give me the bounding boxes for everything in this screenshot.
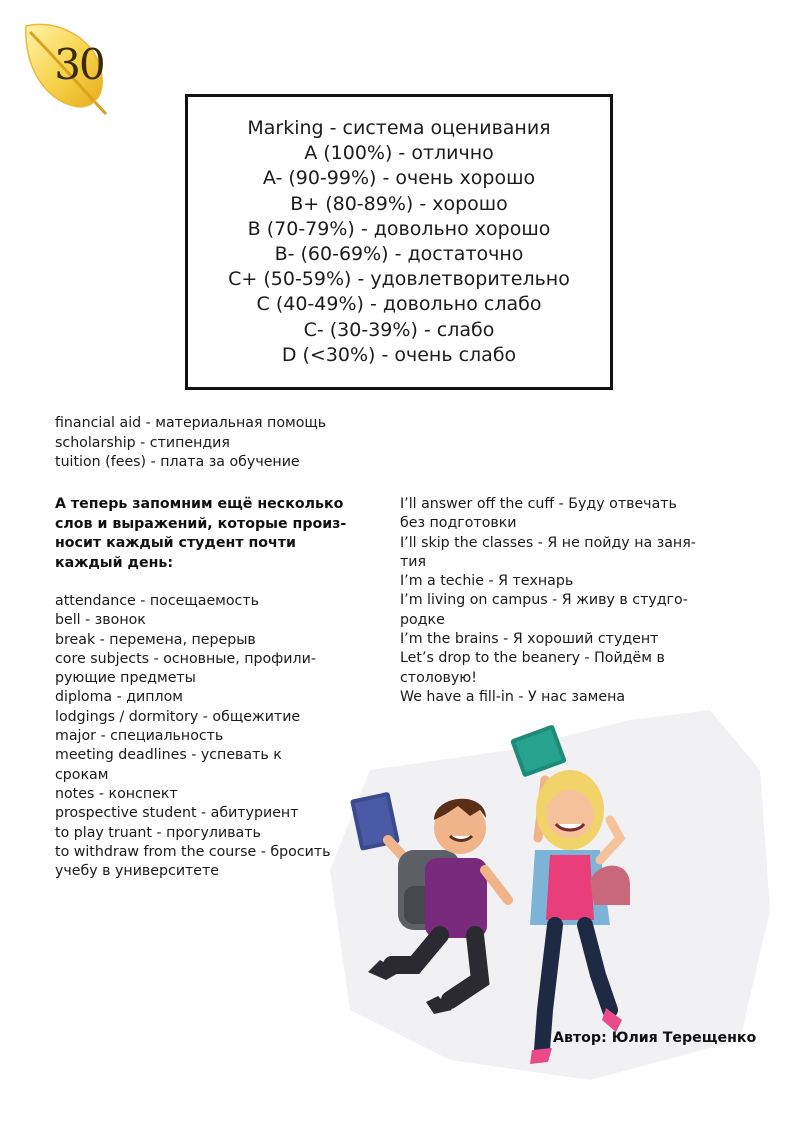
page-number-badge <box>18 14 110 118</box>
word-item: to withdraw from the course - бросить <box>55 843 331 860</box>
lead-in-line: каждый день: <box>55 554 174 571</box>
word-item: meeting deadlines - успевать к <box>55 747 282 764</box>
page-number: 30 <box>54 40 104 89</box>
marking-line: B- (60-69%) - достаточно <box>274 243 524 265</box>
phrase-item: столовую! <box>400 669 477 686</box>
vocab-item: tuition (fees) - плата за обучение <box>55 454 300 470</box>
word-item: notes - конспект <box>55 785 178 802</box>
word-item: учебу в университете <box>55 863 220 880</box>
marking-line: A- (90-99%) - очень хорошо <box>262 167 536 190</box>
marking-line: C+ (50-59%) - удовлетворительно <box>228 268 570 291</box>
lead-in-line: слов и выражений, которые произ- <box>55 515 347 532</box>
word-item: to play truant - прогуливать <box>55 824 261 841</box>
word-item: attendance - посещаемость <box>55 593 259 609</box>
phrase-item: I’ll answer off the cuff - Буду отвечать <box>400 496 677 512</box>
word-item: break - перемена, перерыв <box>55 631 256 648</box>
phrase-item: I’ll skip the classes - Я не пойду на заня- <box>400 534 696 551</box>
phrase-item: родке <box>400 611 445 628</box>
lead-in-line: носит каждый студент почти <box>55 535 296 551</box>
phrase-item: Let’s drop to the beanery - Пойдём в <box>400 650 665 667</box>
phrase-item: We have a fill-in - У нас замена <box>400 688 626 705</box>
marking-line: A (100%) - отлично <box>304 142 494 165</box>
lead-in-line: А теперь запомним ещё несколько <box>55 496 344 512</box>
word-item: diploma - диплом <box>55 689 183 706</box>
marking-line: B+ (80-89%) - хорошо <box>290 192 508 215</box>
word-item: core subjects - основные, профили- <box>55 650 316 667</box>
lead-in-paragraph <box>55 495 375 573</box>
word-item: срокам <box>55 766 109 783</box>
author-credit: Автор: Юлия Терещенко <box>553 1030 757 1046</box>
phrase-item: без подготовки <box>400 515 517 532</box>
word-list <box>55 592 375 881</box>
marking-line: B (70-79%) - довольно хорошо <box>247 217 551 240</box>
marking-line: D (<30%) - очень слабо <box>281 343 517 366</box>
vocab-item: scholarship - стипендия <box>55 434 230 451</box>
word-item: рующие предметы <box>55 670 196 687</box>
word-item: bell - звонок <box>55 612 146 629</box>
phrase-item: I’m living on campus - Я живу в студго- <box>400 592 688 609</box>
phrase-item: тия <box>400 553 427 570</box>
word-item: major - специальность <box>55 728 224 745</box>
marking-scale-box <box>185 94 613 390</box>
phrase-item: I’m the brains - Я хороший студент <box>400 631 659 648</box>
phrase-list <box>400 495 740 707</box>
word-item: prospective student - абитуриент <box>55 805 299 822</box>
word-item: lodgings / dormitory - общежитие <box>55 708 301 725</box>
marking-line: C- (30-39%) - слабо <box>303 318 495 341</box>
vocab-intro-list <box>55 414 326 473</box>
vocab-item: financial aid - материальная помощь <box>55 415 327 431</box>
marking-line: Marking - система оценивания <box>247 116 551 139</box>
phrase-item: I’m a techie - Я технарь <box>400 573 574 590</box>
marking-line: C (40-49%) - довольно слабо <box>256 293 542 316</box>
